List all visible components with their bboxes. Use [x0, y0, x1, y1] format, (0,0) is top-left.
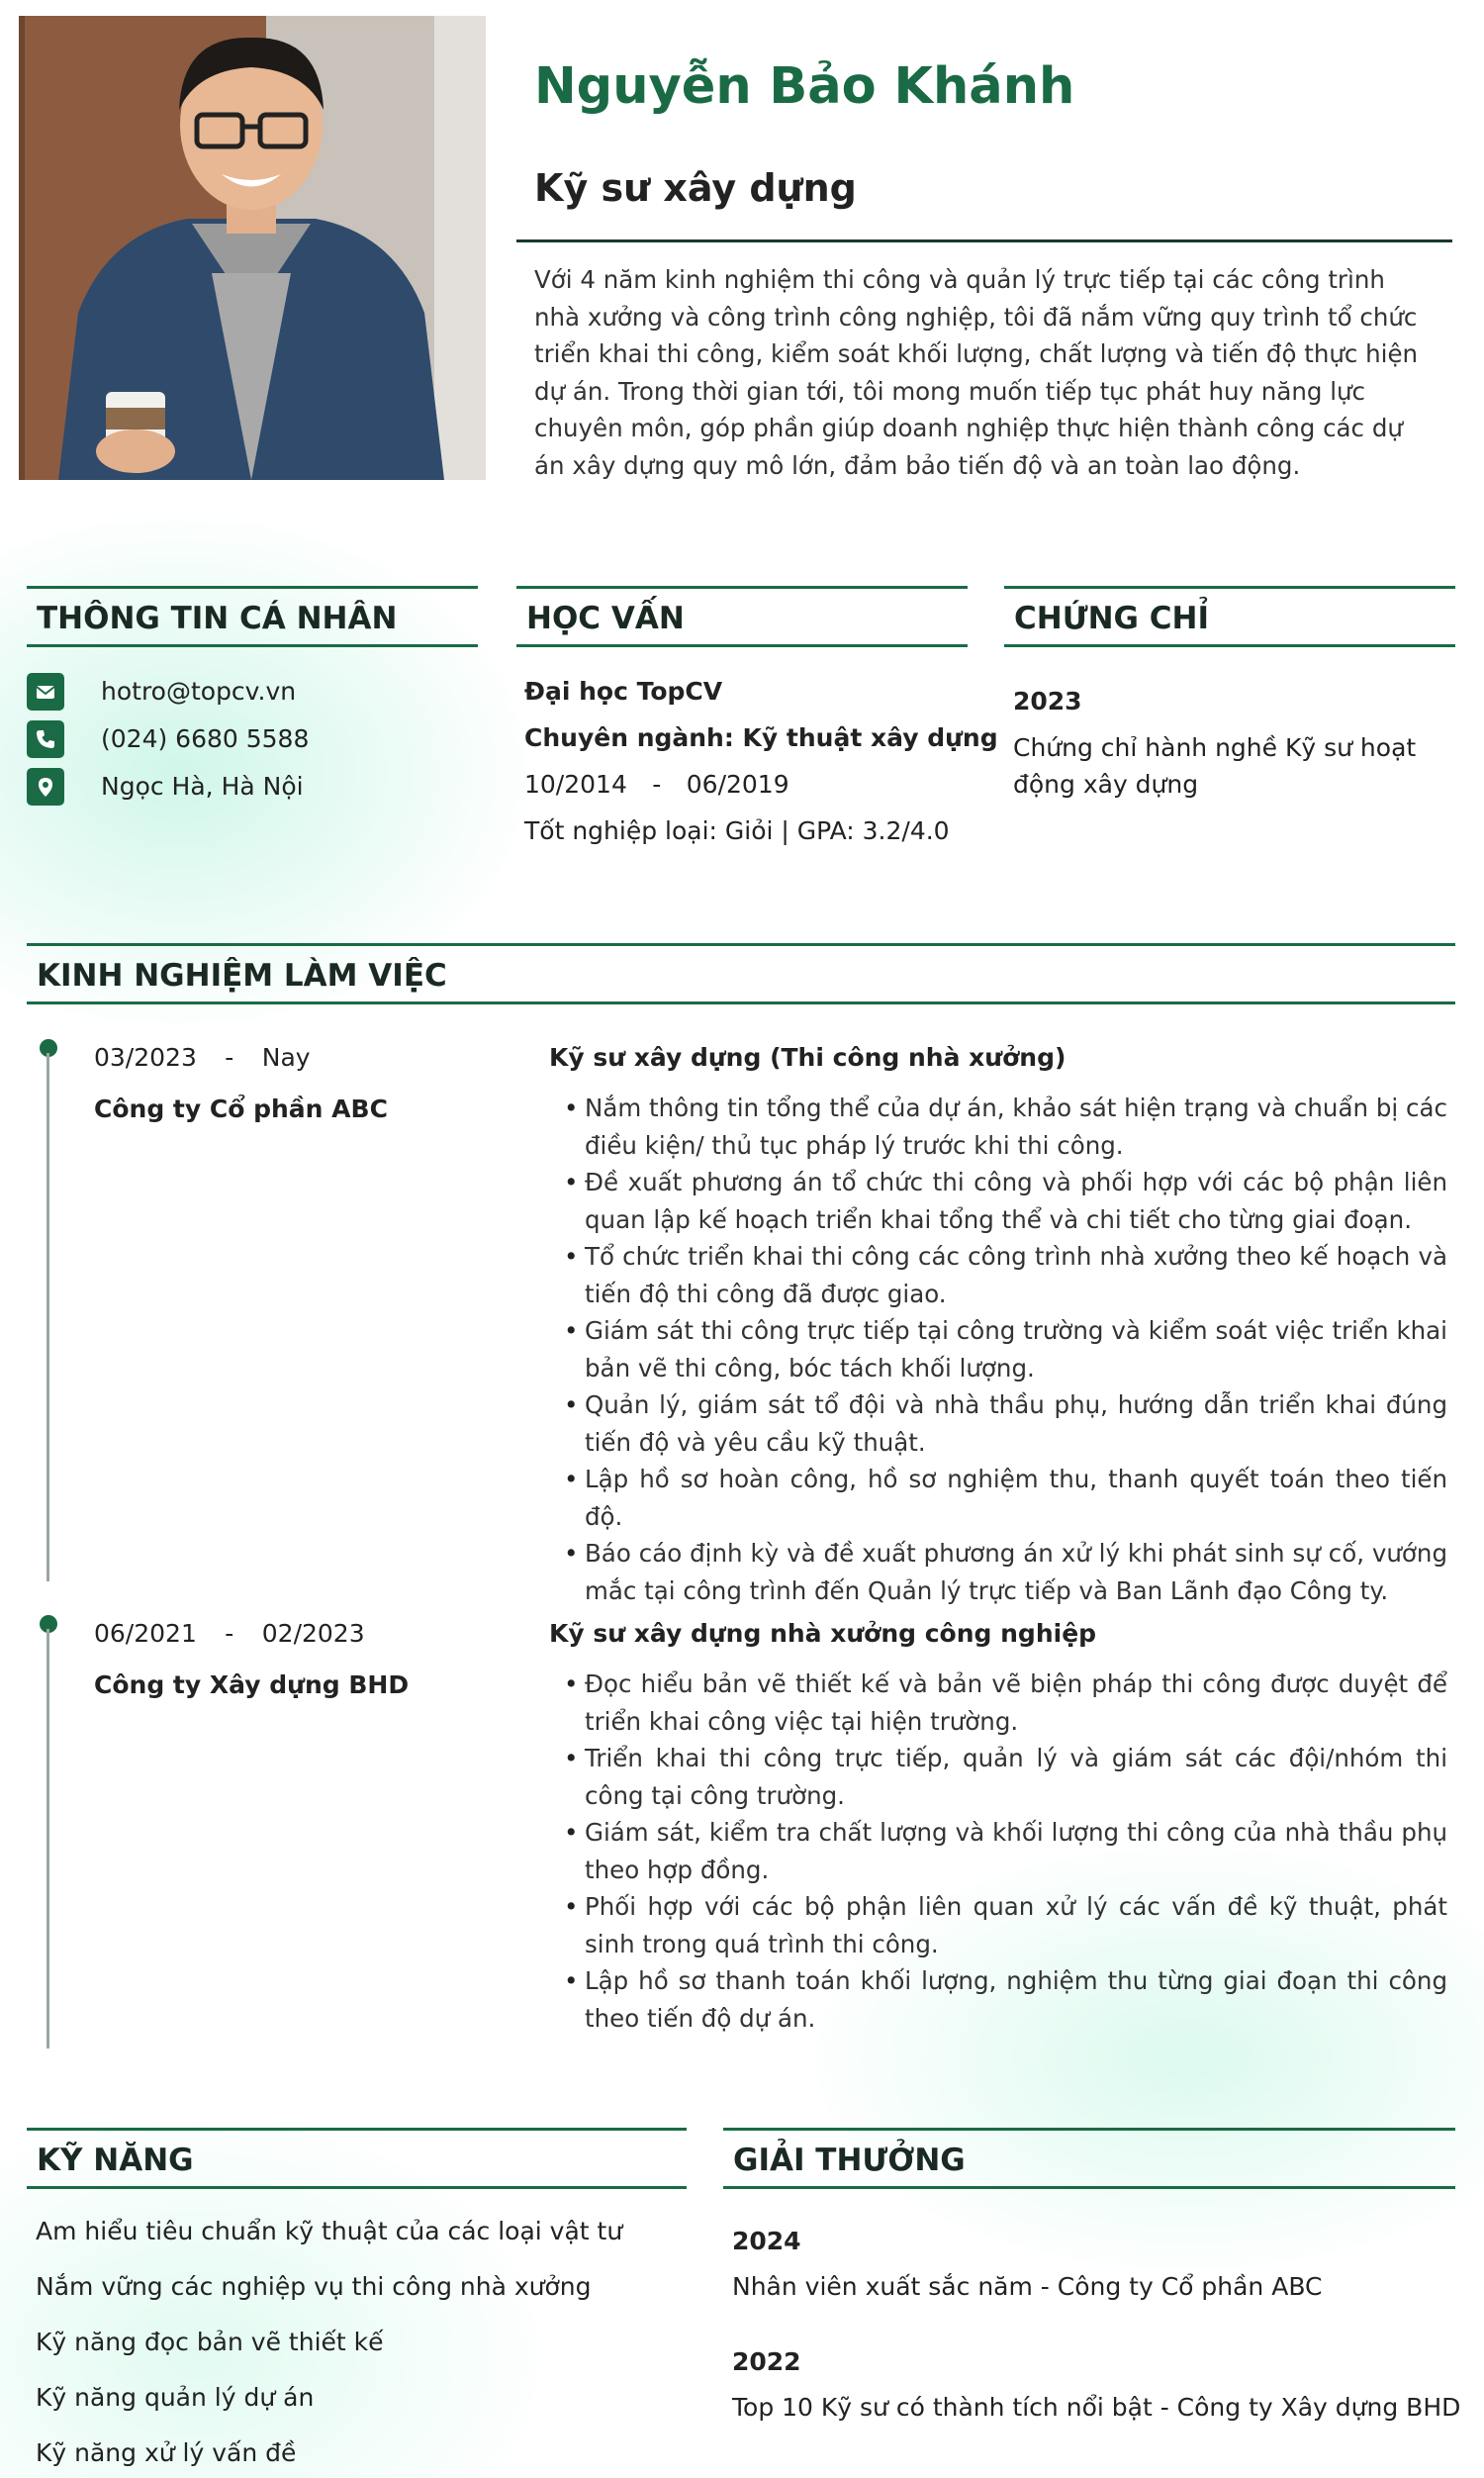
experience-heading [27, 943, 1455, 1004]
duty-item: • Quản lý, giám sát tổ đội và nhà thầu phụ, hướng dẫn triển khai đúng tiến độ và yêu cầu kỹ thuật. [562, 1386, 1447, 1461]
skill-item: Nắm vững các nghiệp vụ thi công nhà xưởng [36, 2272, 592, 2301]
job-duties [562, 1090, 1447, 1609]
duty-item: • Báo cáo định kỳ và đề xuất phương án xử lý khi phát sinh sự cố, vướng mắc tại công trình đến Quản lý trực tiếp và Ban Lãnh đạo Công ty. [562, 1535, 1447, 1609]
career-summary: Với 4 năm kinh nghiệm thi công và quản lý trực tiếp tại các công trình nhà xưởng và công trình công nghiệp, tôi đã nắm vững quy trình tổ chức triển khai thi công, kiểm soát khối lượng, chất lượng và tiến độ thực hiện dự án. Trong thời gian tới, tôi mong muốn tiếp tục phát huy năng lực chuyên môn, góp phần giúp doanh nghiệp thực hiện thành công các dự án xây dựng quy mô lớn, đảm bảo tiến độ và an toàn lao động. [534, 265, 1419, 480]
timeline-line [46, 1053, 49, 1581]
certificate-year: 2023 [1013, 687, 1082, 715]
certificate-name-line1: Chứng chỉ hành nghề Kỹ sư hoạt [1013, 733, 1417, 762]
company-name: Công ty Cổ phần ABC [94, 1095, 388, 1123]
email-icon [27, 673, 64, 711]
contact-email [27, 673, 482, 713]
job-duties [562, 1666, 1447, 2037]
skill-item: Am hiểu tiêu chuẩn kỹ thuật của các loại vật tư [36, 2217, 623, 2245]
skill-item: Kỹ năng xử lý vấn đề [36, 2438, 297, 2467]
profile-photo [19, 16, 486, 480]
timeline-line [46, 1629, 49, 2049]
header-divider [516, 239, 1452, 242]
duty-item: • Triển khai thi công trực tiếp, quản lý và giám sát các đội/nhóm thi công tại công trường. [562, 1740, 1447, 1814]
duty-item: • Đọc hiểu bản vẽ thiết kế và bản vẽ biện pháp thi công được duyệt để triển khai công việc tại hiện trường. [562, 1666, 1447, 1740]
position-title: Kỹ sư xây dựng (Thi công nhà xưởng) [549, 1043, 1067, 1072]
award-text: Nhân viên xuất sắc năm - Công ty Cổ phần ABC [732, 2272, 1323, 2301]
duty-item: • Nắm thông tin tổng thể của dự án, khảo sát hiện trạng và chuẩn bị các điều kiện/ thủ tục pháp lý trước khi thi công. [562, 1090, 1447, 1164]
skills-title: KỸ NĂNG [37, 2143, 194, 2178]
certificates-heading [1004, 586, 1455, 647]
skill-item: Kỹ năng quản lý dự án [36, 2383, 315, 2412]
awards-heading [723, 2128, 1455, 2189]
certificates-title: CHỨNG CHỈ [1014, 601, 1210, 636]
job-dates [94, 1619, 365, 1648]
contact-phone [27, 720, 482, 760]
duty-item: • Đề xuất phương án tổ chức thi công và phối hợp với các bộ phận liên quan lập kế hoạch triển khai tổng thể và chi tiết cho từng giai đoạn. [562, 1164, 1447, 1238]
personal-info-heading [27, 586, 478, 647]
award-year: 2024 [732, 2227, 801, 2255]
personal-info-title: THÔNG TIN CÁ NHÂN [37, 601, 398, 636]
education-date-separator: - [652, 770, 662, 799]
award-year: 2022 [732, 2347, 801, 2376]
job-date-separator: - [225, 1619, 234, 1648]
duty-item: • Phối hợp với các bộ phận liên quan xử lý các vấn đề kỹ thuật, phát sinh trong quá trình thi công. [562, 1888, 1447, 1962]
job-end: 02/2023 [261, 1619, 365, 1648]
email-text[interactable]: hotro@topcv.vn [101, 677, 297, 706]
education-dates [524, 770, 789, 799]
duty-item: • Lập hồ sơ hoàn công, hồ sơ nghiệm thu, thanh quyết toán theo tiến độ. [562, 1461, 1447, 1535]
certificate-name-line2: động xây dựng [1013, 770, 1199, 799]
skills-heading [27, 2128, 687, 2189]
award-text: Top 10 Kỹ sư có thành tích nổi bật - Công ty Xây dựng BHD [732, 2393, 1461, 2422]
location-icon [27, 768, 64, 806]
duty-item: • Giám sát thi công trực tiếp tại công trường và kiểm soát việc triển khai bản vẽ thi công, bóc tách khối lượng. [562, 1312, 1447, 1386]
skill-item: Kỹ năng đọc bản vẽ thiết kế [36, 2328, 384, 2356]
phone-text[interactable]: (024) 6680 5588 [101, 724, 310, 753]
job-start: 03/2023 [94, 1043, 197, 1072]
position-title: Kỹ sư xây dựng nhà xưởng công nghiệp [549, 1619, 1097, 1648]
experience-title: KINH NGHIỆM LÀM VIỆC [37, 958, 447, 994]
education-title: HỌC VẤN [526, 601, 685, 636]
contact-address [27, 768, 482, 808]
school-name: Đại học TopCV [524, 677, 723, 706]
job-title: Kỹ sư xây dựng [534, 166, 857, 210]
job-start: 06/2021 [94, 1619, 197, 1648]
company-name: Công ty Xây dựng BHD [94, 1670, 410, 1699]
duty-item: • Lập hồ sơ thanh toán khối lượng, nghiệm thu từng giai đoạn thi công theo tiến độ dự án. [562, 1962, 1447, 2037]
job-date-separator: - [225, 1043, 234, 1072]
major: Chuyên ngành: Kỹ thuật xây dựng [524, 723, 998, 752]
education-result: Tốt nghiệp loại: Giỏi | GPA: 3.2/4.0 [524, 816, 950, 845]
education-heading [516, 586, 968, 647]
duty-item: • Tổ chức triển khai thi công các công trình nhà xưởng theo kế hoạch và tiến độ thi công đã được giao. [562, 1238, 1447, 1312]
education-start: 10/2014 [524, 770, 627, 799]
awards-title: GIẢI THƯỞNG [733, 2143, 966, 2178]
education-end: 06/2019 [686, 770, 789, 799]
job-dates [94, 1043, 311, 1072]
job-end: Nay [261, 1043, 311, 1072]
phone-icon [27, 720, 64, 758]
candidate-name: Nguyễn Bảo Khánh [534, 57, 1075, 116]
address-text: Ngọc Hà, Hà Nội [101, 772, 304, 801]
duty-item: • Giám sát, kiểm tra chất lượng và khối lượng thi công của nhà thầu phụ theo hợp đồng. [562, 1814, 1447, 1888]
